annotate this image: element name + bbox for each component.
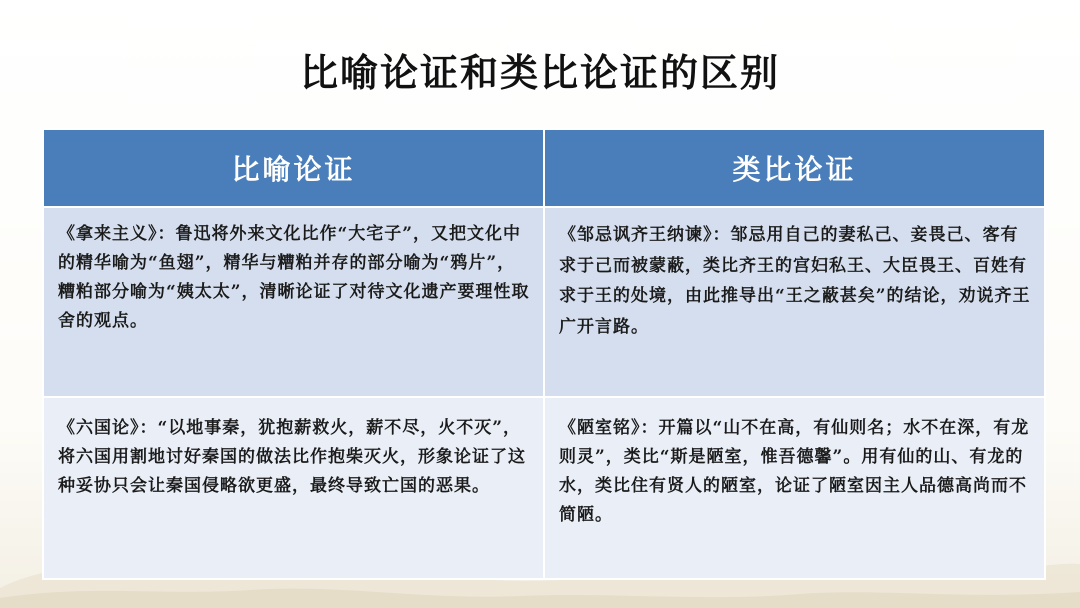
header-metaphor-argument: 比喻论证 <box>43 129 544 207</box>
cell-text-zouji-fengqiwang: 《邹忌讽齐王纳谏》：邹忌用自己的妻私己、妾畏己、客有求于己而被蒙蔽，类比齐王的宫妇私王、大臣畏王、百姓有求于王的处境，由此推导出“王之蔽甚矣”的结论，劝说齐王广开言路。 <box>559 225 1031 337</box>
cell-text-liuguo-lun: 《六国论》：“以地事秦，犹抱薪救火，薪不尽，火不灭”，将六国用割地讨好秦国的做法比作抱柴灭火，形象论证了这种妥协只会让秦国侵略欲更盛，最终导致亡国的恶果。 <box>58 418 526 496</box>
table-row <box>43 397 1045 579</box>
table-cell <box>544 397 1045 579</box>
cell-text-nalai-zhuyi: 《拿来主义》：鲁迅将外来文化比作“大宅子”，又把文化中的精华喻为“鱼翅”，精华与糟粕并存的部分喻为“鸦片”，糟粕部分喻为“姨太太”，清晰论证了对待文化遗产要理性取舍的观点。 <box>58 224 530 331</box>
comparison-table <box>42 128 1046 580</box>
table-row <box>43 207 1045 397</box>
table-cell <box>43 207 544 397</box>
header-analogy-argument: 类比论证 <box>544 129 1045 207</box>
table-cell <box>43 397 544 579</box>
table-header-row <box>43 129 1045 207</box>
cell-text-loushi-ming: 《陋室铭》：开篇以“山不在高，有仙则名；水不在深，有龙则灵”，类比“斯是陋室，惟吾德馨”。用有仙的山、有龙的水，类比住有贤人的陋室，论证了陋室因主人品德高尚而不简陋。 <box>559 418 1030 525</box>
page-title: 比喻论证和类比论证的区别 <box>299 51 780 95</box>
table-cell <box>544 207 1045 397</box>
